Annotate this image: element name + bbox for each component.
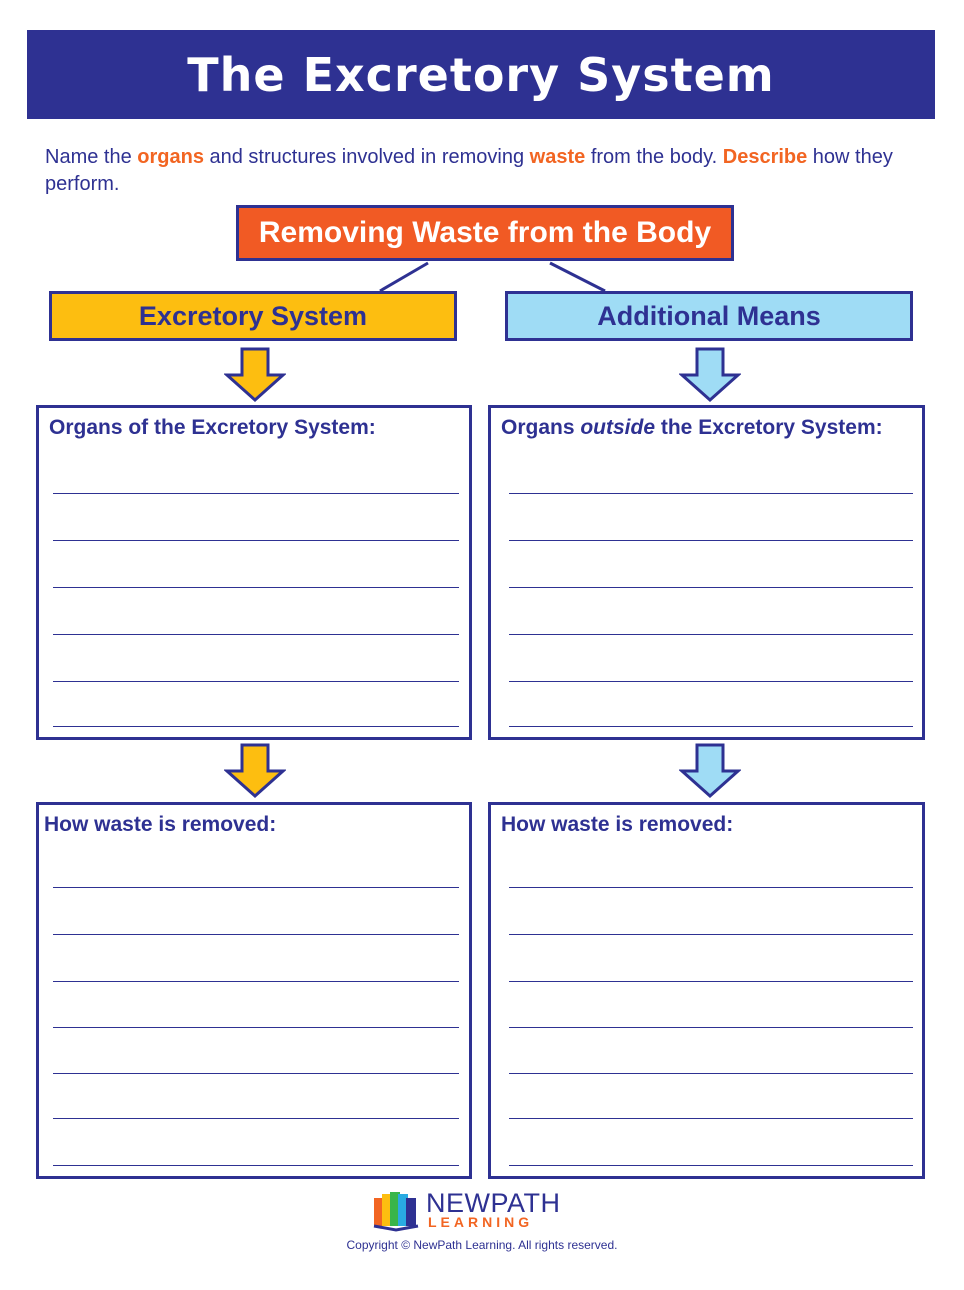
instructions: [45, 144, 940, 198]
answer-line[interactable]: [509, 1073, 913, 1074]
panel-title-emphasis: outside: [580, 416, 656, 439]
instructions-text: from the body.: [585, 146, 723, 168]
excretory-system-box: Excretory System: [49, 291, 457, 341]
removal-panel-left: [36, 802, 472, 1179]
answer-line[interactable]: [509, 981, 913, 982]
panel-title: [501, 416, 883, 440]
answer-line[interactable]: [53, 726, 459, 727]
answer-line[interactable]: [53, 1118, 459, 1119]
instructions-text: Name the: [45, 146, 138, 168]
instructions-highlight-organs: organs: [137, 146, 204, 168]
answer-line[interactable]: [53, 934, 459, 935]
copyright-text: Copyright © NewPath Learning. All rights reserved.: [346, 1238, 618, 1252]
answer-line[interactable]: [53, 1027, 459, 1028]
answer-line[interactable]: [53, 1165, 459, 1166]
down-arrow-icon: [224, 347, 286, 403]
answer-line[interactable]: [509, 887, 913, 888]
answer-line[interactable]: [509, 934, 913, 935]
logo-text-learning: LEARNING: [428, 1214, 534, 1230]
book-logo-icon: [372, 1190, 420, 1232]
answer-line[interactable]: [53, 1073, 459, 1074]
answer-line[interactable]: [53, 887, 459, 888]
panel-title-text: Organs: [501, 416, 581, 439]
answer-line[interactable]: [53, 540, 459, 541]
down-arrow-icon: [224, 743, 286, 799]
instructions-text: how they perform.: [45, 146, 893, 195]
answer-line[interactable]: [509, 587, 913, 588]
answer-line[interactable]: [509, 540, 913, 541]
down-arrow-icon: [679, 743, 741, 799]
instructions-highlight-describe: Describe: [722, 146, 808, 168]
answer-line[interactable]: [509, 681, 913, 682]
answer-line[interactable]: [509, 634, 913, 635]
answer-line[interactable]: [509, 1027, 913, 1028]
additional-means-box: Additional Means: [505, 291, 913, 341]
title-banner: [27, 30, 935, 119]
panel-title: How waste is removed:: [501, 813, 734, 836]
answer-line[interactable]: [509, 1118, 913, 1119]
panel-title: How waste is removed:: [44, 813, 277, 836]
logo-text-newpath: NEWPATH: [426, 1188, 561, 1218]
panel-title-text: the Excretory System:: [655, 416, 883, 439]
down-arrow-icon: [679, 347, 741, 403]
newpath-logo: [372, 1190, 572, 1232]
answer-line[interactable]: [53, 493, 459, 494]
answer-line[interactable]: [53, 681, 459, 682]
removal-panel-right: [488, 802, 925, 1179]
organs-panel-right: [488, 405, 925, 740]
panel-title: Organs of the Excretory System:: [49, 416, 376, 439]
organs-panel-left: [36, 405, 472, 740]
instructions-text: and structures involved in removing: [203, 146, 530, 168]
answer-line[interactable]: [53, 634, 459, 635]
page-title: The Excretory System: [187, 47, 775, 102]
main-topic-box: Removing Waste from the Body: [236, 205, 734, 261]
answer-line[interactable]: [509, 726, 913, 727]
answer-line[interactable]: [53, 587, 459, 588]
answer-line[interactable]: [53, 981, 459, 982]
answer-line[interactable]: [509, 1165, 913, 1166]
answer-line[interactable]: [509, 493, 913, 494]
instructions-highlight-waste: waste: [529, 146, 586, 168]
